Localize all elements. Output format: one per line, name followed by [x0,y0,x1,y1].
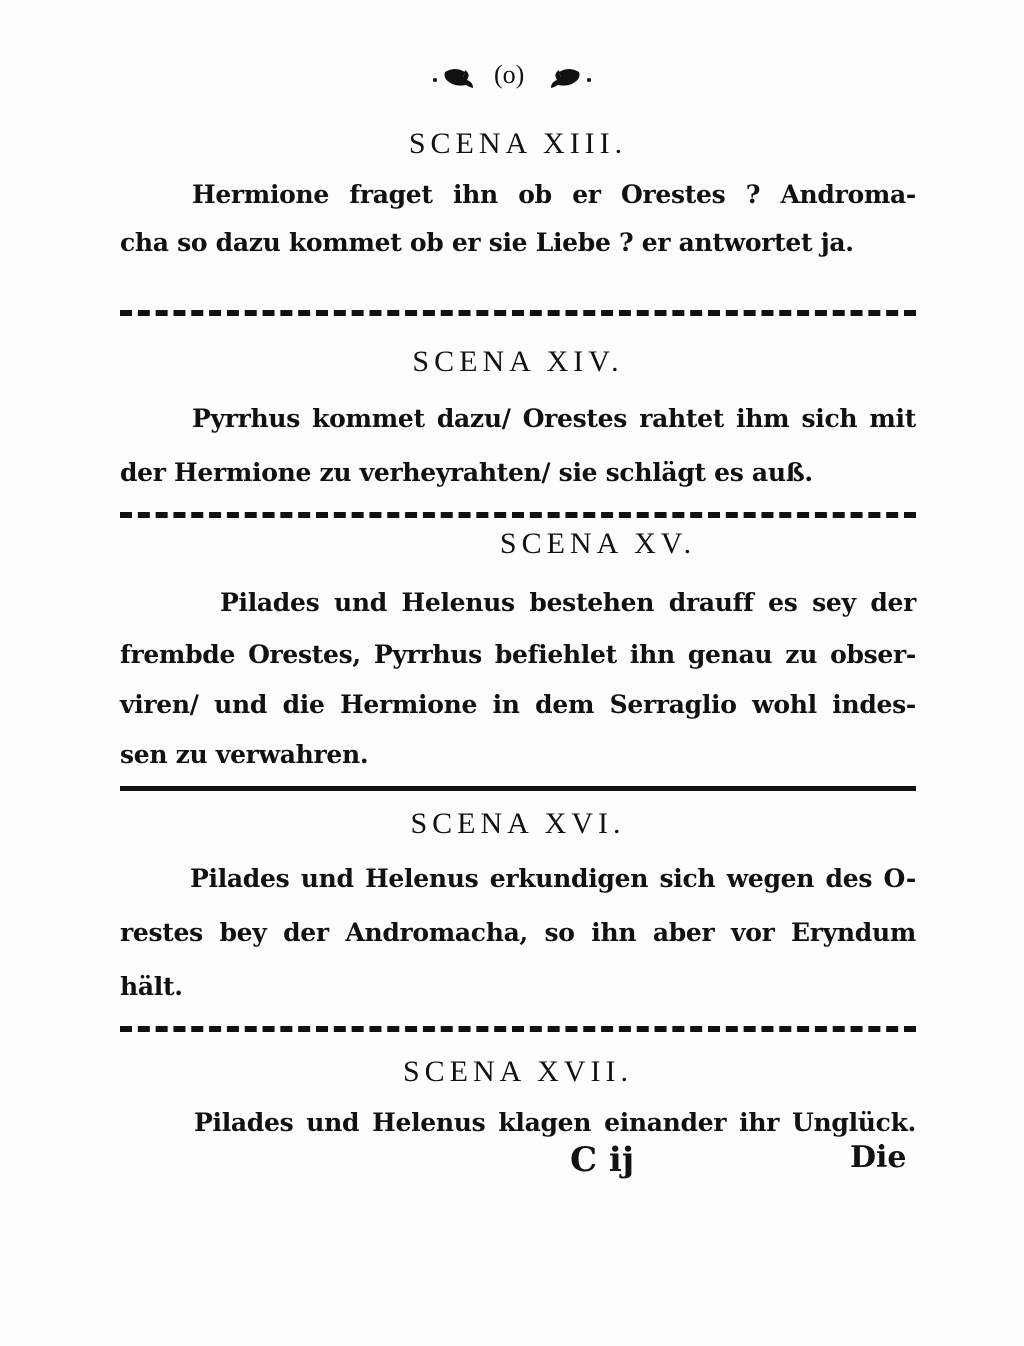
scene-text-line: Pilades und Helenus bestehen drauff es sey der [220,588,916,617]
catchword: Die [850,1140,907,1175]
scene-14 [120,344,916,500]
scene-heading: SCENA XVII. [402,1055,633,1088]
scene-text-line: restes bey der Andromacha, so ihn aber vor Eryndum [120,918,916,947]
scene-heading: SCENA XIII. [408,127,628,160]
scene-15 [120,526,916,782]
signature-mark: C ij [570,1140,635,1180]
section-divider [120,1026,916,1032]
section-divider [120,786,916,791]
scene-text-line: frembde Orestes, Pyrrhus befiehlet ihn genau zu obser- [120,640,916,669]
section-divider [120,310,916,316]
scene-heading: SCENA XV. [499,527,697,560]
scene-17 [120,1054,916,1150]
scene-16 [120,806,916,1014]
section-divider [120,512,916,518]
scene-text-line: sen zu verwahren. [120,740,369,769]
scene-text-line: Pyrrhus kommet dazu/ Orestes rahtet ihm sich mit [192,404,916,433]
scene-text-line: viren/ und die Hermione in dem Serraglio wohl indes- [120,690,916,719]
scene-text-line: Pilades und Helenus erkundigen sich wegen des O- [190,864,916,893]
scene-13 [120,126,916,270]
scene-text-line: hält. [120,972,183,1001]
header-ornament [0,58,1024,102]
scene-heading: SCENA XVI. [410,807,626,840]
scene-text-line: Pilades und Helenus klagen einander ihr Unglück. [194,1108,916,1137]
scene-text-line: Hermione fraget ihn ob er Orestes ? Androma- [192,180,916,209]
scene-text-line: der Hermione zu verheyrahten/ sie schlägt es auß. [120,458,813,487]
scene-text-line: cha so dazu kommet ob er sie Liebe ? er antwortet ja. [120,228,854,257]
scene-heading: SCENA XIV. [412,345,624,378]
ornament-center: (o) [494,60,525,89]
